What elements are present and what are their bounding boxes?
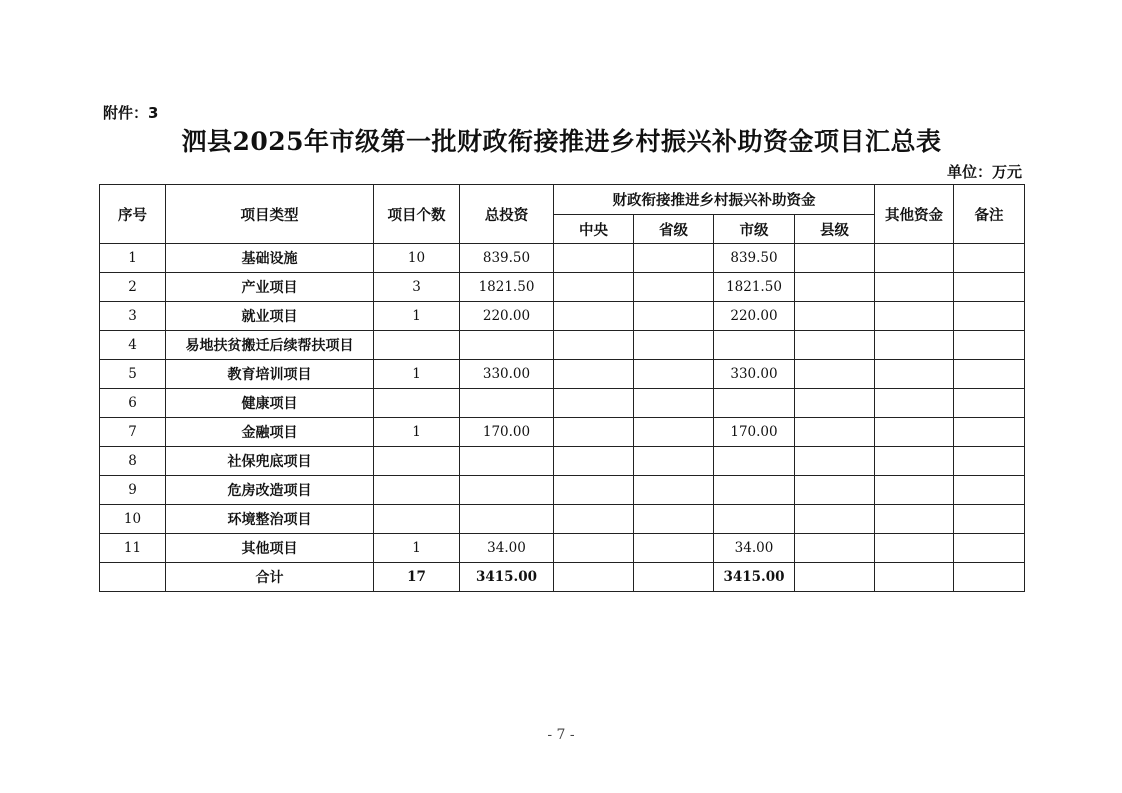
- table-header-row: [100, 185, 1025, 215]
- cell-city: [714, 447, 795, 476]
- table-row: [100, 331, 1025, 360]
- cell-city: 170.00: [714, 418, 795, 447]
- cell-remark: [954, 273, 1025, 302]
- cell-total-investment: [460, 331, 554, 360]
- cell-other-funds: [875, 476, 954, 505]
- cell-county: [795, 476, 875, 505]
- page-number: - 7 -: [547, 727, 575, 743]
- cell-city: 220.00: [714, 302, 795, 331]
- cell-central: [554, 389, 634, 418]
- cell-city: 839.50: [714, 244, 795, 273]
- total-row: [100, 563, 1025, 592]
- header-city: 市级: [714, 215, 795, 244]
- cell-other-funds: [875, 534, 954, 563]
- cell-central: [554, 331, 634, 360]
- cell-remark: [954, 447, 1025, 476]
- cell-remark: [954, 302, 1025, 331]
- cell-index: 5: [100, 360, 166, 389]
- cell-county: [795, 273, 875, 302]
- cell-total-investment: [460, 447, 554, 476]
- cell-project-type: 危房改造项目: [166, 476, 374, 505]
- cell-county: [795, 244, 875, 273]
- total-city: 3415.00: [714, 563, 795, 592]
- cell-other-funds: [875, 418, 954, 447]
- cell-city: [714, 476, 795, 505]
- total-project-count: 17: [374, 563, 460, 592]
- cell-city: 1821.50: [714, 273, 795, 302]
- cell-province: [634, 302, 714, 331]
- cell-total-investment: 220.00: [460, 302, 554, 331]
- header-central: 中央: [554, 215, 634, 244]
- cell-index: [100, 563, 166, 592]
- cell-project-type: 环境整治项目: [166, 505, 374, 534]
- header-index: 序号: [100, 185, 166, 244]
- cell-project-type: 金融项目: [166, 418, 374, 447]
- table-row: [100, 244, 1025, 273]
- cell-other-funds: [875, 447, 954, 476]
- cell-index: 7: [100, 418, 166, 447]
- cell-other-funds: [875, 360, 954, 389]
- cell-province: [634, 447, 714, 476]
- cell-province: [634, 505, 714, 534]
- cell-index: 11: [100, 534, 166, 563]
- header-subsidy-group: 财政衔接推进乡村振兴补助资金: [554, 185, 875, 215]
- document-title: 泗县2025年市级第一批财政衔接推进乡村振兴补助资金项目汇总表: [181, 127, 942, 156]
- cell-index: 10: [100, 505, 166, 534]
- cell-remark: [954, 476, 1025, 505]
- cell-city: 330.00: [714, 360, 795, 389]
- cell-county: [795, 302, 875, 331]
- header-province: 省级: [634, 215, 714, 244]
- cell-other-funds: [875, 505, 954, 534]
- cell-remark: [954, 244, 1025, 273]
- header-remark: 备注: [954, 185, 1025, 244]
- cell-county: [795, 360, 875, 389]
- total-remark: [954, 563, 1025, 592]
- cell-project-type: 易地扶贫搬迁后续帮扶项目: [166, 331, 374, 360]
- cell-project-type: 其他项目: [166, 534, 374, 563]
- cell-project-count: [374, 389, 460, 418]
- cell-index: 1: [100, 244, 166, 273]
- table-row: [100, 389, 1025, 418]
- total-central: [554, 563, 634, 592]
- table-row: [100, 505, 1025, 534]
- cell-county: [795, 447, 875, 476]
- cell-project-count: 1: [374, 302, 460, 331]
- cell-central: [554, 273, 634, 302]
- cell-province: [634, 389, 714, 418]
- cell-project-count: 3: [374, 273, 460, 302]
- cell-remark: [954, 418, 1025, 447]
- header-total-investment: 总投资: [460, 185, 554, 244]
- total-province: [634, 563, 714, 592]
- cell-total-investment: [460, 476, 554, 505]
- header-other-funds: 其他资金: [875, 185, 954, 244]
- table-row: [100, 447, 1025, 476]
- cell-total-investment: 1821.50: [460, 273, 554, 302]
- cell-project-count: [374, 331, 460, 360]
- cell-index: 3: [100, 302, 166, 331]
- table-row: [100, 273, 1025, 302]
- cell-central: [554, 302, 634, 331]
- cell-total-investment: [460, 389, 554, 418]
- cell-county: [795, 389, 875, 418]
- cell-remark: [954, 389, 1025, 418]
- cell-other-funds: [875, 273, 954, 302]
- cell-central: [554, 505, 634, 534]
- cell-index: 2: [100, 273, 166, 302]
- cell-central: [554, 360, 634, 389]
- cell-project-type: 基础设施: [166, 244, 374, 273]
- cell-county: [795, 331, 875, 360]
- table-row: [100, 418, 1025, 447]
- cell-city: 34.00: [714, 534, 795, 563]
- cell-project-count: [374, 447, 460, 476]
- cell-county: [795, 505, 875, 534]
- attachment-label: 附件：3: [103, 104, 159, 122]
- cell-province: [634, 244, 714, 273]
- cell-other-funds: [875, 331, 954, 360]
- cell-total-investment: 170.00: [460, 418, 554, 447]
- cell-other-funds: [875, 244, 954, 273]
- cell-central: [554, 418, 634, 447]
- cell-central: [554, 447, 634, 476]
- table-row: [100, 534, 1025, 563]
- cell-other-funds: [875, 302, 954, 331]
- cell-project-count: 1: [374, 534, 460, 563]
- cell-remark: [954, 331, 1025, 360]
- cell-project-count: 1: [374, 418, 460, 447]
- table-row: [100, 302, 1025, 331]
- cell-total-investment: 34.00: [460, 534, 554, 563]
- cell-project-count: 10: [374, 244, 460, 273]
- cell-city: [714, 389, 795, 418]
- cell-project-count: 1: [374, 360, 460, 389]
- cell-province: [634, 534, 714, 563]
- cell-other-funds: [875, 389, 954, 418]
- cell-total-investment: 839.50: [460, 244, 554, 273]
- cell-remark: [954, 534, 1025, 563]
- cell-project-type: 教育培训项目: [166, 360, 374, 389]
- cell-county: [795, 418, 875, 447]
- cell-city: [714, 505, 795, 534]
- cell-project-type: 健康项目: [166, 389, 374, 418]
- header-project-type: 项目类型: [166, 185, 374, 244]
- cell-province: [634, 273, 714, 302]
- table-row: [100, 360, 1025, 389]
- table-row: [100, 476, 1025, 505]
- cell-province: [634, 331, 714, 360]
- unit-label: 单位：万元: [946, 163, 1022, 181]
- cell-project-type: 产业项目: [166, 273, 374, 302]
- cell-province: [634, 418, 714, 447]
- cell-index: 4: [100, 331, 166, 360]
- cell-province: [634, 360, 714, 389]
- cell-total-investment: 330.00: [460, 360, 554, 389]
- cell-index: 8: [100, 447, 166, 476]
- cell-project-count: [374, 505, 460, 534]
- project-summary-table: [99, 184, 1025, 592]
- cell-project-type: 社保兜底项目: [166, 447, 374, 476]
- cell-project-count: [374, 476, 460, 505]
- total-label: 合计: [166, 563, 374, 592]
- cell-remark: [954, 360, 1025, 389]
- cell-city: [714, 331, 795, 360]
- cell-central: [554, 476, 634, 505]
- cell-project-type: 就业项目: [166, 302, 374, 331]
- cell-county: [795, 534, 875, 563]
- cell-total-investment: [460, 505, 554, 534]
- cell-index: 6: [100, 389, 166, 418]
- header-county: 县级: [795, 215, 875, 244]
- cell-province: [634, 476, 714, 505]
- cell-central: [554, 534, 634, 563]
- total-investment: 3415.00: [460, 563, 554, 592]
- header-project-count: 项目个数: [374, 185, 460, 244]
- cell-remark: [954, 505, 1025, 534]
- cell-index: 9: [100, 476, 166, 505]
- total-county: [795, 563, 875, 592]
- cell-central: [554, 244, 634, 273]
- total-other-funds: [875, 563, 954, 592]
